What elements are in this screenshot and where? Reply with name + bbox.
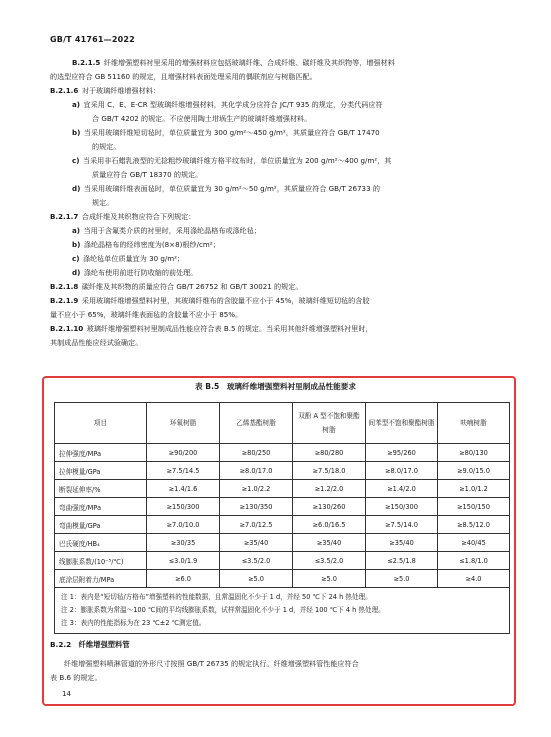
clause-text: 当用于含氟类介质的衬里时，采用涤纶晶格布或涤纶毡； [83,226,261,235]
clause-text: 宜采用 C、E、E-CR 型玻璃纤维增强材料，其化学成分应符合 JC/T 935 的规定，分类代码应符 [83,100,383,109]
table-title: 表 B.5 玻璃纤维增强塑料衬里制成品性能要求 [195,382,356,391]
clause-text: 合成纤维及其织物应符合下列规定： [81,212,196,221]
table-cell: ≥1.2/2.0 [293,480,366,498]
table-row [55,552,510,570]
paragraph-line-2: 表 B.6 的规定。 [50,673,102,682]
standard-code: GB/T 41761—2022 [50,35,135,44]
table-cell: ≥8.0/17.0 [366,462,438,480]
header-furan: 呋喃树脂 [438,403,510,444]
clause-text: 对于玻璃纤维增强材料： [81,86,160,95]
note-2: 注 2：膨胀系数为常温～100 ℃间的平均线膨胀系数，试样常温固化不少于 1 d，并经 100 ℃下 4 h 热处理。 [61,606,385,614]
table-row [55,570,510,588]
table-cell: ≥8.0/17.0 [220,462,293,480]
clause-number: b) [72,128,81,137]
table-cell: ≥35/40 [366,534,438,552]
table-cell: ≥1.4/2.0 [366,480,438,498]
table-cell: ≥1.0/2.2 [220,480,293,498]
clause-number: b) [72,240,81,249]
body-line [50,322,520,336]
clause-number: B.2.1.10 [50,324,84,333]
row-label: 弯曲模量/GPa [55,516,147,534]
body-line [50,70,520,84]
page-number: 14 [62,690,71,698]
body-line [50,210,520,224]
header-epoxy: 环氧树脂 [147,403,220,444]
clause-text: 纤维增强塑料衬里采用的增强材料应包括玻璃纤维、合成纤维、碳纤维及其织物等，增强材料 [103,58,395,67]
body-line [50,280,520,294]
clause-number: B.2.1.8 [50,282,79,291]
table-cell: ≥80/280 [293,444,366,462]
body-line [50,294,520,308]
table-row [55,462,510,480]
table-cell: ≥5.0 [366,570,438,588]
table-cell: ≤3.5/2.0 [220,552,293,570]
body-line [50,84,520,98]
body-line [50,252,520,266]
clause-text: 量不应小于 65%，玻璃纤维表面毡的含胶量不应小于 85%。 [50,310,243,319]
header-vinyl-ester: 乙烯基酯树脂 [220,403,293,444]
row-label: 线膨胀系数/(10⁻⁵/℃) [55,552,147,570]
clause-text: 碳纤维及其织物的质量应符合 GB/T 26752 和 GB/T 30021 的规定。 [81,282,303,291]
clause-number: d) [72,268,81,277]
clause-text: 涤纶布使用前进行防收缩的前处理。 [83,268,198,277]
table-cell: ≥30/35 [147,534,220,552]
table-cell: ≤3.0/1.9 [147,552,220,570]
body-line [50,266,520,280]
table-row [55,498,510,516]
table-cell: ≥150/300 [147,498,220,516]
body-line [50,154,520,168]
table-cell: ≤2.5/1.8 [366,552,438,570]
row-label: 拉伸强度/MPa [55,444,147,462]
note-3: 注 3：表内的性能指标为在 23 ℃±2 ℃测定值。 [61,619,206,627]
table-cell: ≥1.4/1.6 [147,480,220,498]
table-notes [55,588,510,634]
table-cell: ≥80/130 [438,444,510,462]
body-line [50,182,520,196]
clause-text: 当采用玻璃纤维表面毡时，单位质量宜为 30 g/m²～50 g/m²，其质量应符合 GB/T 26733 的 [83,184,380,193]
section-heading: B.2.2 纤维增强塑料管 [50,640,130,649]
row-label: 拉伸模量/GPa [55,462,147,480]
clause-text: 涤纶毡单位质量宜为 30 g/m²； [83,254,185,263]
header-isophthalic: 间苯型不饱和聚酯树脂 [366,403,438,444]
table-cell: ≥7.5/18.0 [293,462,366,480]
body-line [50,308,520,322]
clause-number: d) [72,184,81,193]
table-notes-row [55,588,510,634]
row-label: 断裂延伸率/% [55,480,147,498]
body-line [50,126,520,140]
clause-number: a) [72,100,81,109]
clause-text: 合 GB/T 4202 的规定。不应使用陶土坩埚生产的玻璃纤维增强材料。 [92,114,312,123]
body-line [50,224,520,238]
table-cell: ≥150/300 [366,498,438,516]
clause-number: c) [72,254,80,263]
header-item: 项目 [55,403,147,444]
table-cell: ≥7.0/10.0 [147,516,220,534]
paragraph-line-1: 纤维增强塑料喷淋管道的外形尺寸按照 GB/T 26735 的规定执行。纤维增强塑料管性能应符合 [64,659,359,668]
body-line [50,238,520,252]
body-line [50,168,520,182]
clause-number: B.2.1.9 [50,296,79,305]
body-line [50,56,520,70]
clause-number: a) [72,226,81,235]
clause-text: 质量应符合 GB/T 18370 的规定。 [92,170,203,179]
table-cell: ≥150/150 [438,498,510,516]
clause-text: 的规定。 [92,142,121,151]
table-cell: ≥95/260 [366,444,438,462]
table-cell: ≥4.0 [438,570,510,588]
clause-number: B.2.1.5 [72,58,101,67]
table-cell: ≥130/260 [293,498,366,516]
clause-number: B.2.1.7 [50,212,79,221]
table-row [55,444,510,462]
table-cell: ≥8.5/12.0 [438,516,510,534]
table-cell: ≥7.5/14.0 [366,516,438,534]
table-header-row [55,403,510,444]
table-row [55,480,510,498]
clause-text: 涤纶晶格布的经纬密度为(8×8)根纱/cm²； [83,240,220,249]
row-label: 弯曲强度/MPa [55,498,147,516]
clause-text: 当采用非石蜡乳液型的无捻粗纱玻璃纤维方格平纹布时，单位质量宜为 200 g/m²～400 g/m²，其 [83,156,392,165]
table-cell: ≤3.5/2.0 [293,552,366,570]
body-line [50,336,520,350]
table-cell: ≥5.0 [220,570,293,588]
clause-text: 当采用玻璃纤维短切毡时，单位质量宜为 300 g/m²～450 g/m²，其质量应符合 GB/T 17470 [83,128,380,137]
clause-text: 规定。 [92,198,114,207]
row-label: 巴氏硬度/HB₄ [55,534,147,552]
table-cell: ≥130/350 [220,498,293,516]
body-line [50,98,520,112]
clause-text: 的选型应符合 GB 51160 的规定，且增强材料表面处理采用的偶联剂应与树脂匹配。 [50,72,317,81]
table-row [55,534,510,552]
body-line [50,196,520,210]
table-cell: ≤1.8/1.0 [438,552,510,570]
properties-table [54,402,510,634]
table-cell: ≥5.0 [293,570,366,588]
body-line [50,140,520,154]
table-cell: ≥6.0 [147,570,220,588]
table-cell: ≥35/40 [293,534,366,552]
clause-text: 其制成品性能应经试验确定。 [50,338,143,347]
table-cell: ≥35/40 [220,534,293,552]
table-cell: ≥6.0/16.5 [293,516,366,534]
body-line [50,112,520,126]
row-label: 底涂层附着力/MPa [55,570,147,588]
clause-number: c) [72,156,80,165]
section-paragraph [50,657,510,685]
table-cell: ≥90/200 [147,444,220,462]
clause-text: 玻璃纤维增强塑料衬里制成品性能应符合表 B.5 的规定。当采用其他纤维增强塑料衬里时， [86,324,373,333]
clause-number: B.2.1.6 [50,86,79,95]
body-text [50,56,520,350]
table-cell: ≥9.0/15.0 [438,462,510,480]
clause-text: 采用玻璃纤维增强塑料衬里，其玻璃纤维布的含胶量不应小于 45%，玻璃纤维短切毡的含胶 [81,296,370,305]
table-cell: ≥80/250 [220,444,293,462]
header-bisphenol-a: 双酚 A 型不饱和聚酯树脂 [293,403,366,444]
table-cell: ≥7.0/12.5 [220,516,293,534]
table-cell: ≥7.5/14.5 [147,462,220,480]
note-1: 注 1：表内是“短切毡/方格布”增强塑料的性能数据，且常温固化不少于 1 d，并经 50 ℃下 24 h 热处理。 [61,593,372,601]
table-cell: ≥40/45 [438,534,510,552]
table-row [55,516,510,534]
table-cell: ≥1.0/1.2 [438,480,510,498]
